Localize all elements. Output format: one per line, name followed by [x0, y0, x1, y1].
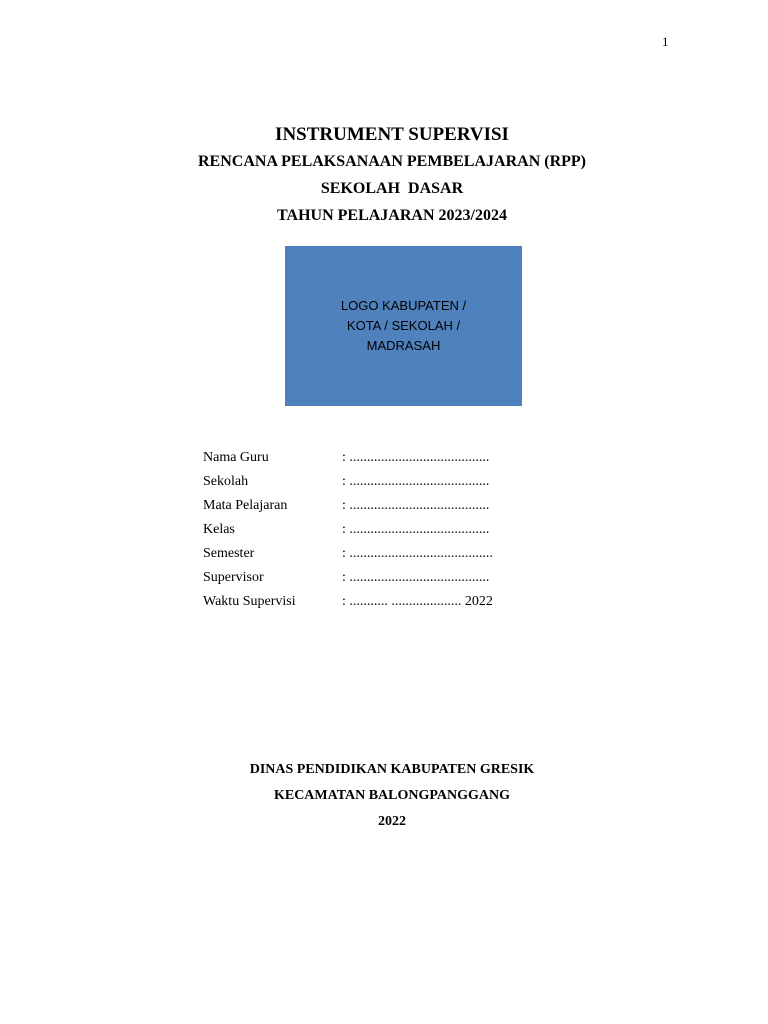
- footer-line-3: 2022: [378, 814, 406, 829]
- field-row: [203, 590, 563, 614]
- title-line-2: RENCANA PELAKSANAAN PEMBELAJARAN (RPP): [198, 153, 586, 170]
- identity-fields: [203, 446, 563, 614]
- field-value-kelas: : ........................................: [342, 522, 490, 537]
- page-number: 1: [662, 34, 669, 49]
- field-row: [203, 494, 563, 518]
- title-line-3: SEKOLAH DASAR: [320, 180, 464, 197]
- field-label-kelas: Kelas: [203, 522, 235, 537]
- title-line-1: INSTRUMENT SUPERVISI: [275, 124, 509, 145]
- field-label-sekolah: Sekolah: [203, 474, 249, 489]
- field-value-sekolah: : ........................................: [342, 474, 490, 489]
- field-value-waktu-supervisi: : ........... .................... 2022: [342, 594, 493, 609]
- document-title: [0, 122, 768, 229]
- field-row: [203, 542, 563, 566]
- field-row: [203, 566, 563, 590]
- logo-placeholder-text: LOGO KABUPATEN / KOTA / SEKOLAH / MADRASAH: [340, 298, 467, 353]
- field-row: [203, 446, 563, 470]
- footer-line-2: KECAMATAN BALONGPANGGANG: [273, 788, 511, 803]
- field-value-supervisor: : ........................................: [342, 570, 490, 585]
- field-value-semester: : .........................................: [342, 546, 493, 561]
- field-label-nama-guru: Nama Guru: [203, 450, 269, 465]
- field-row: [203, 470, 563, 494]
- field-label-waktu-supervisi: Waktu Supervisi: [203, 594, 296, 609]
- field-value-mata-pelajaran: : ........................................: [342, 498, 490, 513]
- field-label-mata-pelajaran: Mata Pelajaran: [203, 498, 288, 513]
- logo-placeholder: [285, 246, 522, 406]
- title-line-4: TAHUN PELAJARAN 2023/2024: [277, 207, 507, 224]
- field-row: [203, 518, 563, 542]
- field-label-semester: Semester: [203, 546, 255, 561]
- footer-line-1: DINAS PENDIDIKAN KABUPATEN GRESIK: [249, 762, 535, 777]
- institution-footer: [0, 757, 768, 835]
- field-value-nama-guru: : ........................................: [342, 450, 490, 465]
- field-label-supervisor: Supervisor: [203, 570, 264, 585]
